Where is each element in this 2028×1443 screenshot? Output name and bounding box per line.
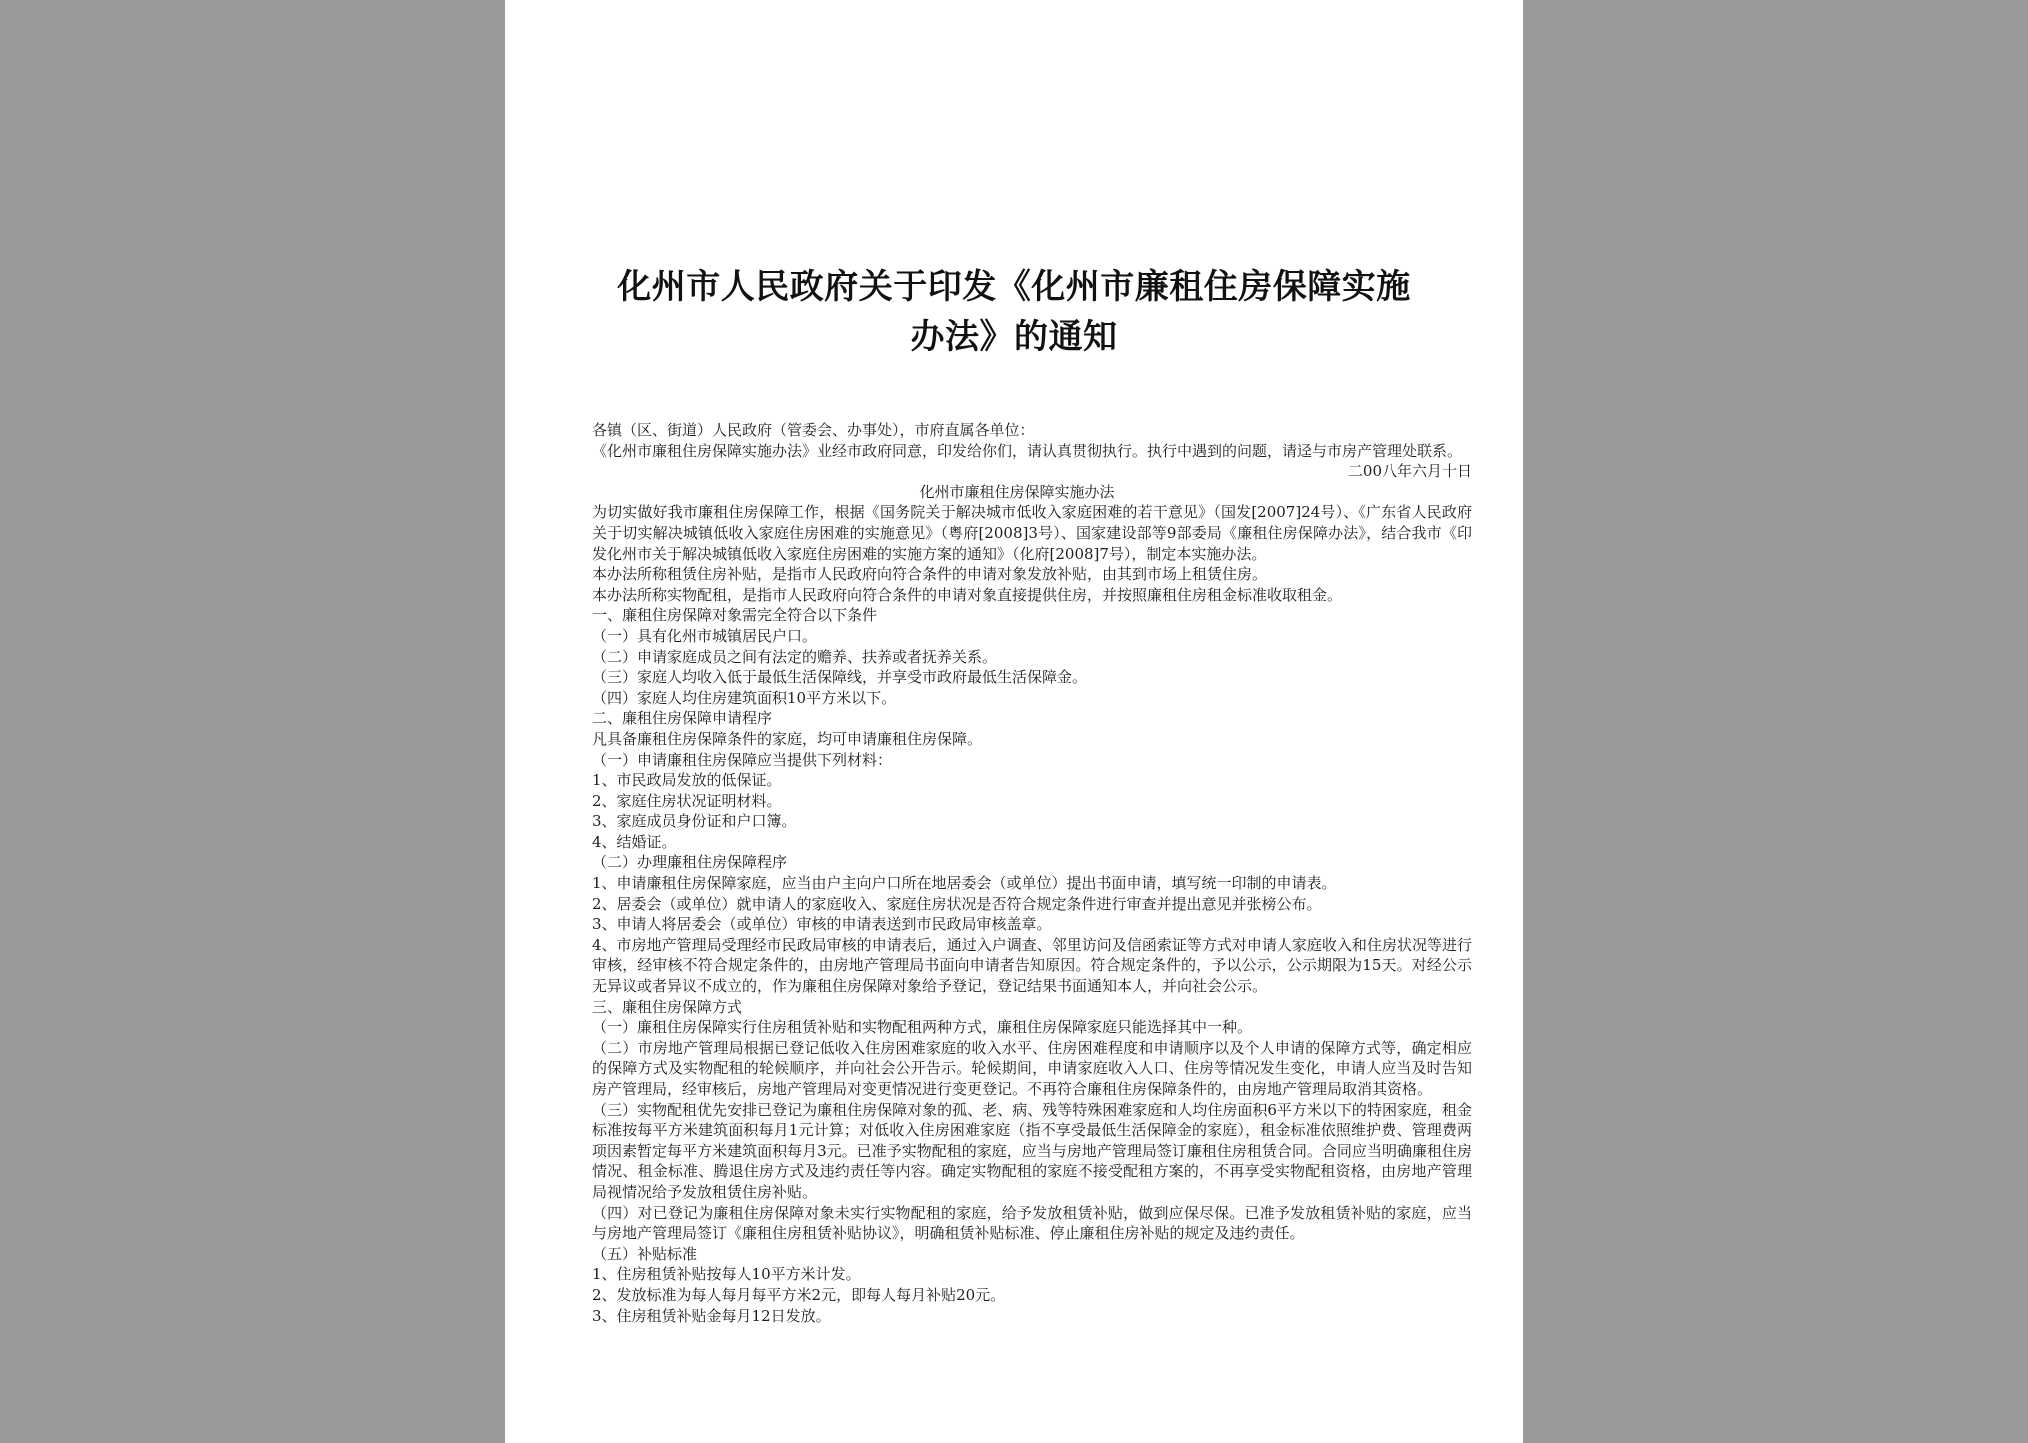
procedure-step: 3、申请人将居委会（或单位）审核的申请表送到市民政局审核盖章。 <box>592 915 1052 934</box>
section-3-paragraph-1: （一）廉租住房保障实行住房租赁补贴和实物配租两种方式，廉租住房保障家庭只能选择其中一种。 <box>592 1018 1253 1037</box>
section-3-heading: 三、廉租住房保障方式 <box>592 997 743 1016</box>
physical-rental-definition: 本办法所称实物配租，是指市人民政府向符合条件的申请对象直接提供住房，并按照廉租住房租金标准收取租金。 <box>592 585 1343 604</box>
rent-subsidy-definition: 本办法所称租赁住房补贴，是指市人民政府向符合条件的申请对象发放补贴，由其到市场上租赁住房。 <box>592 565 1268 584</box>
attachment-subtitle: 化州市廉租住房保障实施办法 <box>919 482 1115 501</box>
basis-paragraph: 为切实做好我市廉租住房保障工作，根据《国务院关于解决城市低收入家庭困难的若干意见》（国发[2007]24号）、《广东省人民政府关于切实解决城镇低收入家庭住房困难的实施意见》（粤府[2008]3号）、国家建设部等9部委局《廉租住房保障办法》，结合我市《印发化州市关于解决城镇低收入家庭住房困难的实施方案的通知》（化府[2008]7号），制定本实施办法。 <box>592 503 1472 563</box>
material-item: 1、市民政局发放的低保证。 <box>592 771 782 790</box>
issue-date: 二00八年六月十日 <box>1347 462 1472 481</box>
subsidy-standard-item: 1、住房租赁补贴按每人10平方米计发。 <box>592 1265 861 1284</box>
document-page <box>505 0 1523 1443</box>
procedure-step: 1、申请廉租住房保障家庭，应当由户主向户口所在地居委会（或单位）提出书面申请，填写统一印制的申请表。 <box>592 874 1337 893</box>
document-title <box>600 262 1428 362</box>
document-title-line-1: 化州市人民政府关于印发《化州市廉租住房保障实施 <box>617 267 1411 307</box>
procedure-subheading: （二）办理廉租住房保障程序 <box>592 853 788 872</box>
section-1-heading: 一、廉租住房保障对象需完全符合以下条件 <box>592 606 878 625</box>
condition-item: （二）申请家庭成员之间有法定的赡养、扶养或者抚养关系。 <box>592 647 998 666</box>
document-body <box>562 420 1472 1326</box>
section-2-intro: 凡具备廉租住房保障条件的家庭，均可申请廉租住房保障。 <box>592 729 983 748</box>
procedure-step: 2、居委会（或单位）就申请人的家庭收入、家庭住房状况是否符合规定条件进行审查并提出意见并张榜公布。 <box>592 894 1322 913</box>
material-item: 3、家庭成员身份证和户口簿。 <box>592 812 797 831</box>
intro-paragraph: 《化州市廉租住房保障实施办法》业经市政府同意，印发给你们，请认真贯彻执行。执行中遇到的问题，请迳与市房产管理处联系。 <box>592 441 1463 460</box>
subsidy-standard-item: 2、发放标准为每人每月每平方米2元，即每人每月补贴20元。 <box>592 1285 1006 1304</box>
addressee-line: 各镇（区、街道）人民政府（管委会、办事处），市府直属各单位： <box>592 421 1035 439</box>
subsidy-standard-item: 3、住房租赁补贴金每月12日发放。 <box>592 1306 831 1325</box>
condition-item: （四）家庭人均住房建筑面积10平方米以下。 <box>592 688 897 707</box>
materials-subheading: （一）申请廉租住房保障应当提供下列材料： <box>592 750 893 769</box>
condition-item: （三）家庭人均收入低于最低生活保障线，并享受市政府最低生活保障金。 <box>592 668 1088 687</box>
subsidy-standard-subheading: （五）补贴标准 <box>592 1244 698 1263</box>
condition-item: （一）具有化州市城镇居民户口。 <box>592 626 818 645</box>
procedure-step-4: 4、市房地产管理局受理经市民政局审核的申请表后，通过入户调查、邻里访问及信函索证等方式对申请人家庭收入和住房状况等进行审核，经审核不符合规定条件的，由房地产管理局书面向申请者告知原因。符合规定条件的，予以公示，公示期限为15天。对经公示无异议或者异议不成立的，作为廉租住房保障对象给予登记，登记结果书面通知本人，并向社会公示。 <box>592 935 1472 996</box>
material-item: 4、结婚证。 <box>592 832 677 851</box>
section-3-paragraph-2: （二）市房地产管理局根据已登记低收入住房困难家庭的收入水平、住房困难程度和申请顺序以及个人申请的保障方式等，确定相应的保障方式及实物配租的轮候顺序，并向社会公开告示。轮候期间，申请家庭收入人口、住房等情况发生变化，申请人应当及时告知房产管理局，经审核后，房地产管理局对变更情况进行变更登记。不再符合廉租住房保障条件的，由房地产管理局取消其资格。 <box>592 1038 1472 1098</box>
section-2-heading: 二、廉租住房保障申请程序 <box>592 709 773 728</box>
section-3-paragraph-3: （三）实物配租优先安排已登记为廉租住房保障对象的孤、老、病、残等特殊困难家庭和人均住房面积6平方米以下的特困家庭，租金标准按每平方米建筑面积每月1元计算；对低收入住房困难家庭（指不享受最低生活保障金的家庭），租金标准依照维护费、管理费两项因素暂定每平方米建筑面积每月3元。已准予实物配租的家庭，应当与房地产管理局签订廉租住房租赁合同。合同应当明确廉租住房情况、租金标准、腾退住房方式及违约责任等内容。确定实物配租的家庭不接受配租方案的，不再享受实物配租资格，由房地产管理局视情况给予发放租赁住房补贴。 <box>592 1100 1472 1201</box>
material-item: 2、家庭住房状况证明材料。 <box>592 791 782 810</box>
document-title-line-2: 办法》的通知 <box>910 317 1118 357</box>
section-3-paragraph-4: （四）对已登记为廉租住房保障对象未实行实物配租的家庭，给予发放租赁补贴，做到应保尽保。已准予发放租赁补贴的家庭，应当与房地产管理局签订《廉租住房租赁补贴协议》，明确租赁补贴标准、停止廉租住房补贴的规定及违约责任。 <box>592 1203 1472 1243</box>
